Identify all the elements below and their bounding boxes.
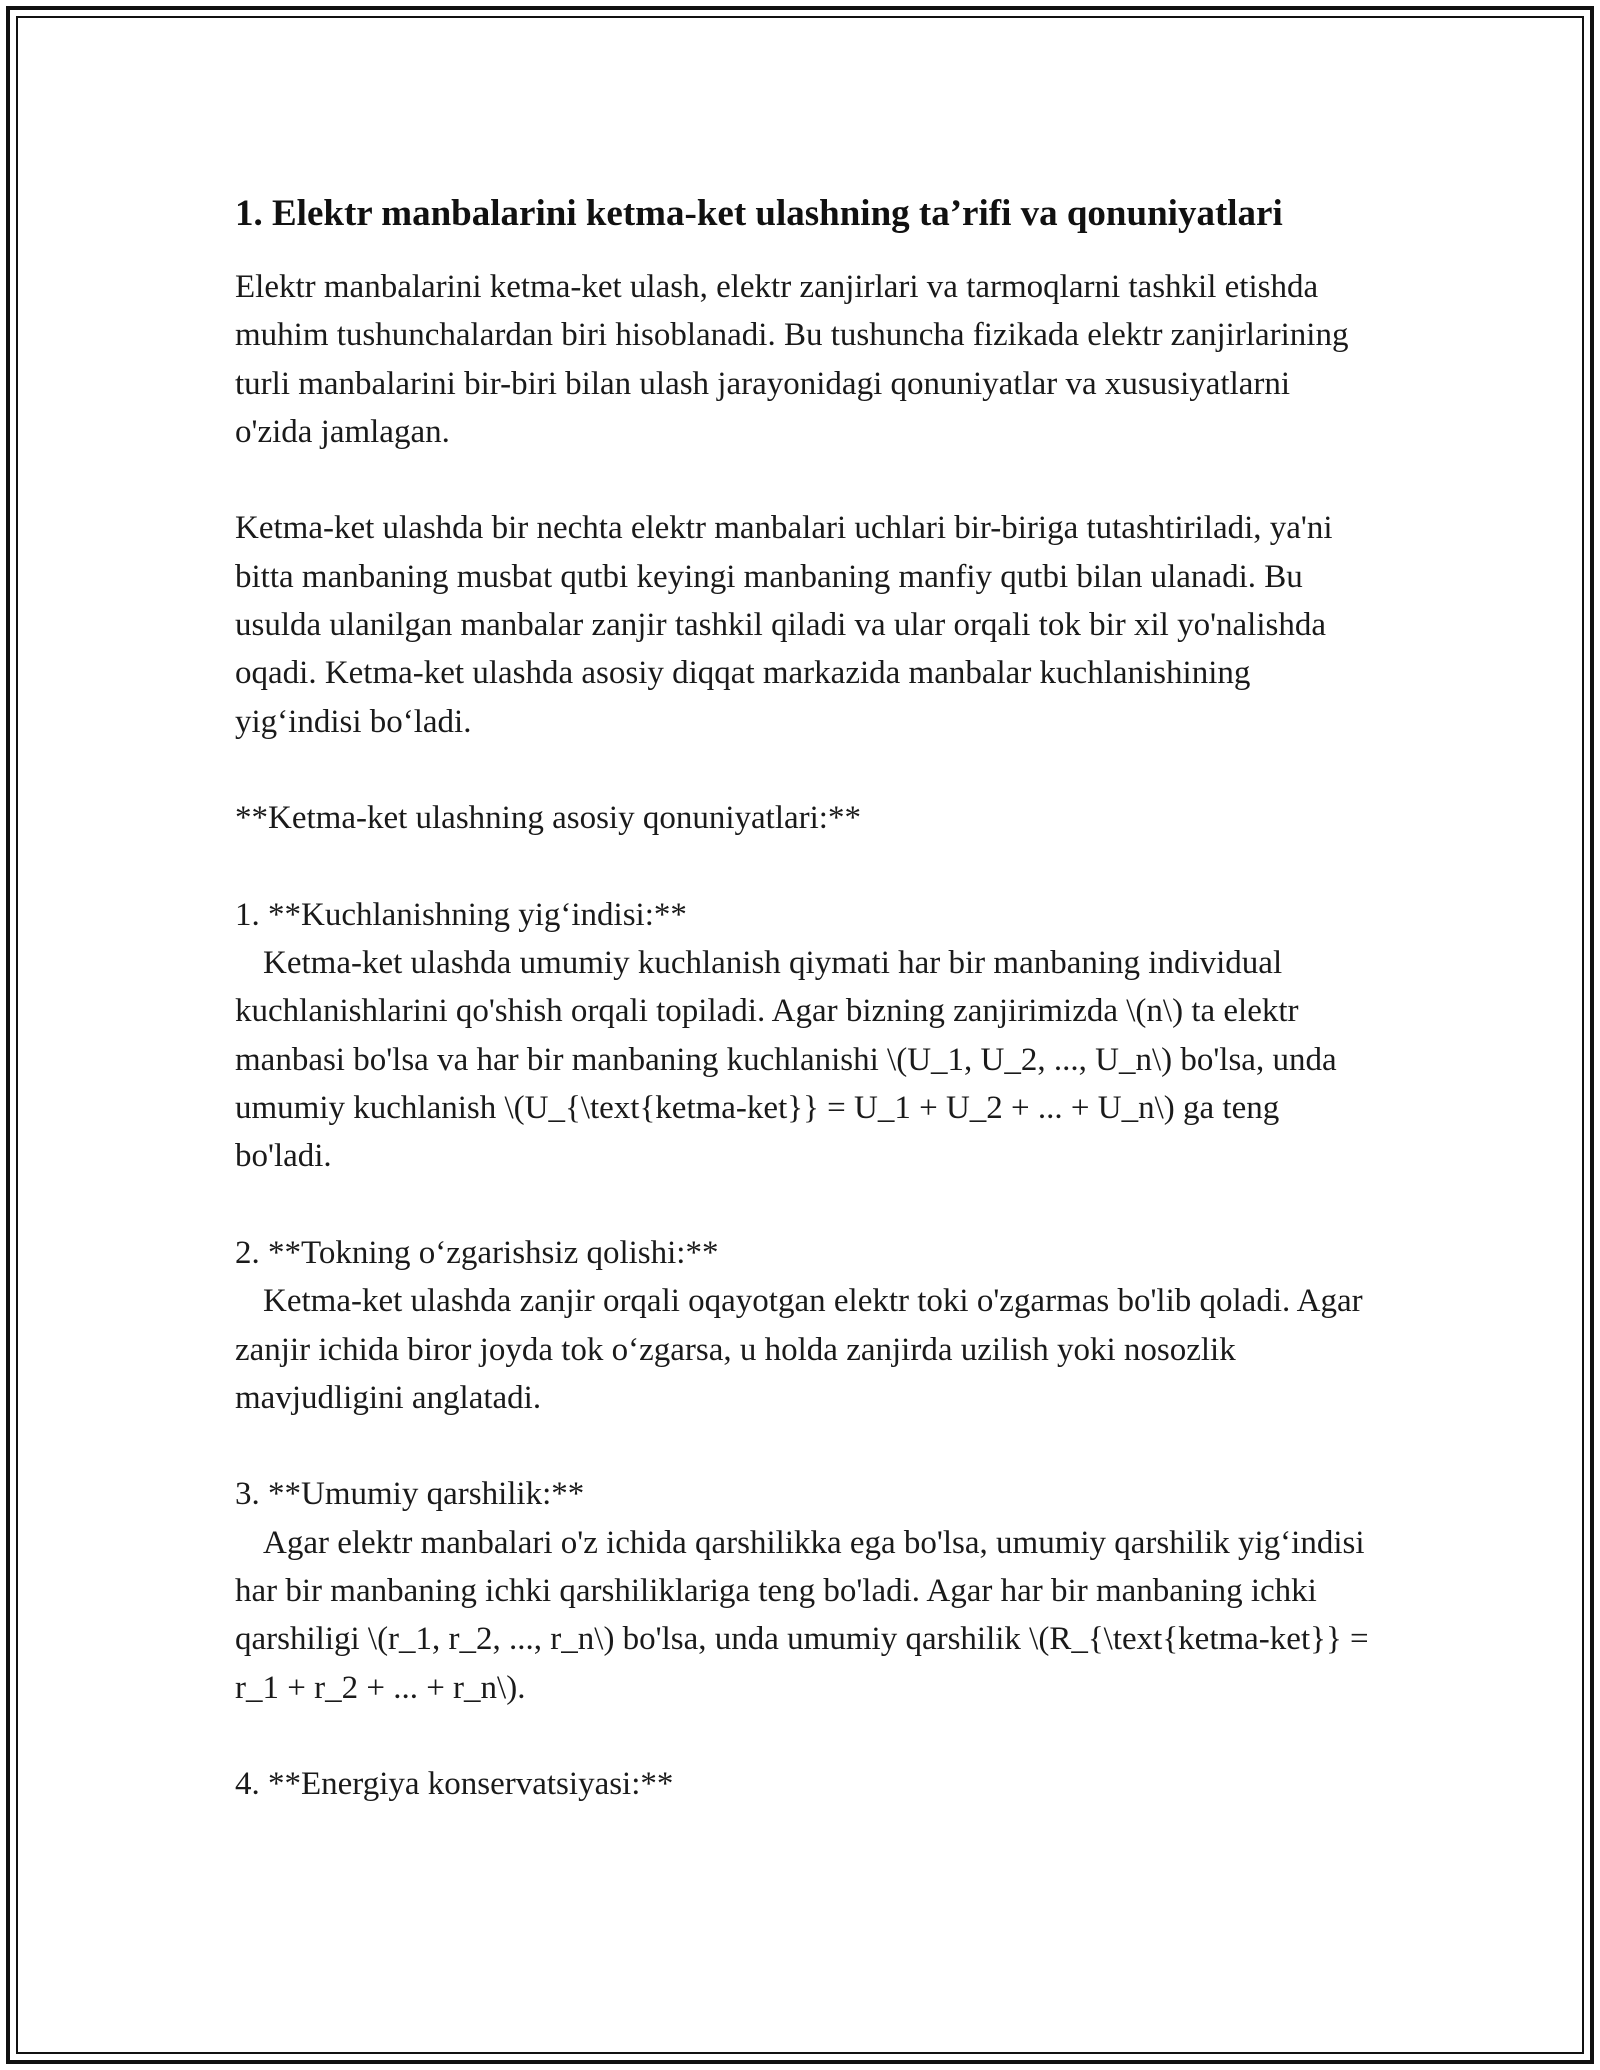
list-item	[235, 1470, 1375, 1711]
list-item-heading: 1. **Kuchlanishning yig‘indisi:**	[235, 896, 687, 933]
section-title: 1. Elektr manbalarini ketma-ket ulashning ta’rifi va qonuniyatlari	[235, 193, 1283, 234]
list-item-body: Ketma-ket ulashda umumiy kuchlanish qiymati har bir manbaning individual kuchlanishlarini qo'shish orqali topiladi. Agar bizning zanjirimizda \(n\) ta elektr manbasi bo'lsa va har bir manbaning kuchlanishi \(U_1, U_2, ..., U_n\) bo'lsa, unda umumiy kuchlanish \(U_{\text{ketma-ket}} = U_1 + U_2 + ... + U_n\) ga teng bo'ladi.	[235, 945, 1337, 1175]
list-item-heading: 3. **Umumiy qarshilik:**	[235, 1476, 585, 1513]
list-item-body: Agar elektr manbalari o'z ichida qarshilikka ega bo'lsa, umumiy qarshilik yig‘indisi har bir manbaning ichki qarshiliklariga teng bo'ladi. Agar har bir manbaning ichki qarshiligi \(r_1, r_2, ..., r_n\) bo'lsa, unda umumiy qarshilik \(R_{\text{ketma-ket}} = r_1 + r_2 + ... + r_n\).	[235, 1524, 1369, 1706]
list-item	[235, 1229, 1375, 1422]
series-connection-paragraph: Ketma-ket ulashda bir nechta elektr manbalari uchlari bir-biriga tutashtiriladi, ya'ni bitta manbaning musbat qutbi keyingi manbaning manfiy qutbi bilan ulanadi. Bu usulda ulanilgan manbalar zanjir tashkil qiladi va ular orqali tok bir xil yo'nalishda oqadi. Ketma-ket ulashda asosiy diqqat markazida manbalar kuchlanishining yig‘indisi bo‘ladi.	[235, 510, 1333, 740]
list-item	[235, 891, 1375, 1181]
list-item-body: Ketma-ket ulashda zanjir orqali oqayotgan elektr toki o'zgarmas bo'lib qoladi. Agar zanjir ichida biror joyda tok o‘zgarsa, u holda zanjirda uzilish yoki nosozlik mavjudligini anglatadi.	[235, 1283, 1363, 1416]
laws-heading: **Ketma-ket ulashning asosiy qonuniyatlari:**	[235, 800, 861, 837]
list-item-heading: 2. **Tokning o‘zgarishsiz qolishi:**	[235, 1234, 719, 1271]
list-item-heading: 4. **Energiya konservatsiyasi:**	[235, 1766, 674, 1803]
intro-paragraph: Elektr manbalarini ketma-ket ulash, elektr zanjirlari va tarmoqlarni tashkil etishda muhim tushunchalardan biri hisoblanadi. Bu tushuncha fizikada elektr zanjirlarining turli manbalarini bir-biri bilan ulash jarayonidagi qonuniyatlar va xususiyatlarni o'zida jamlagan.	[235, 269, 1349, 450]
list-item	[235, 1760, 1375, 1808]
document-body	[235, 186, 1375, 1809]
